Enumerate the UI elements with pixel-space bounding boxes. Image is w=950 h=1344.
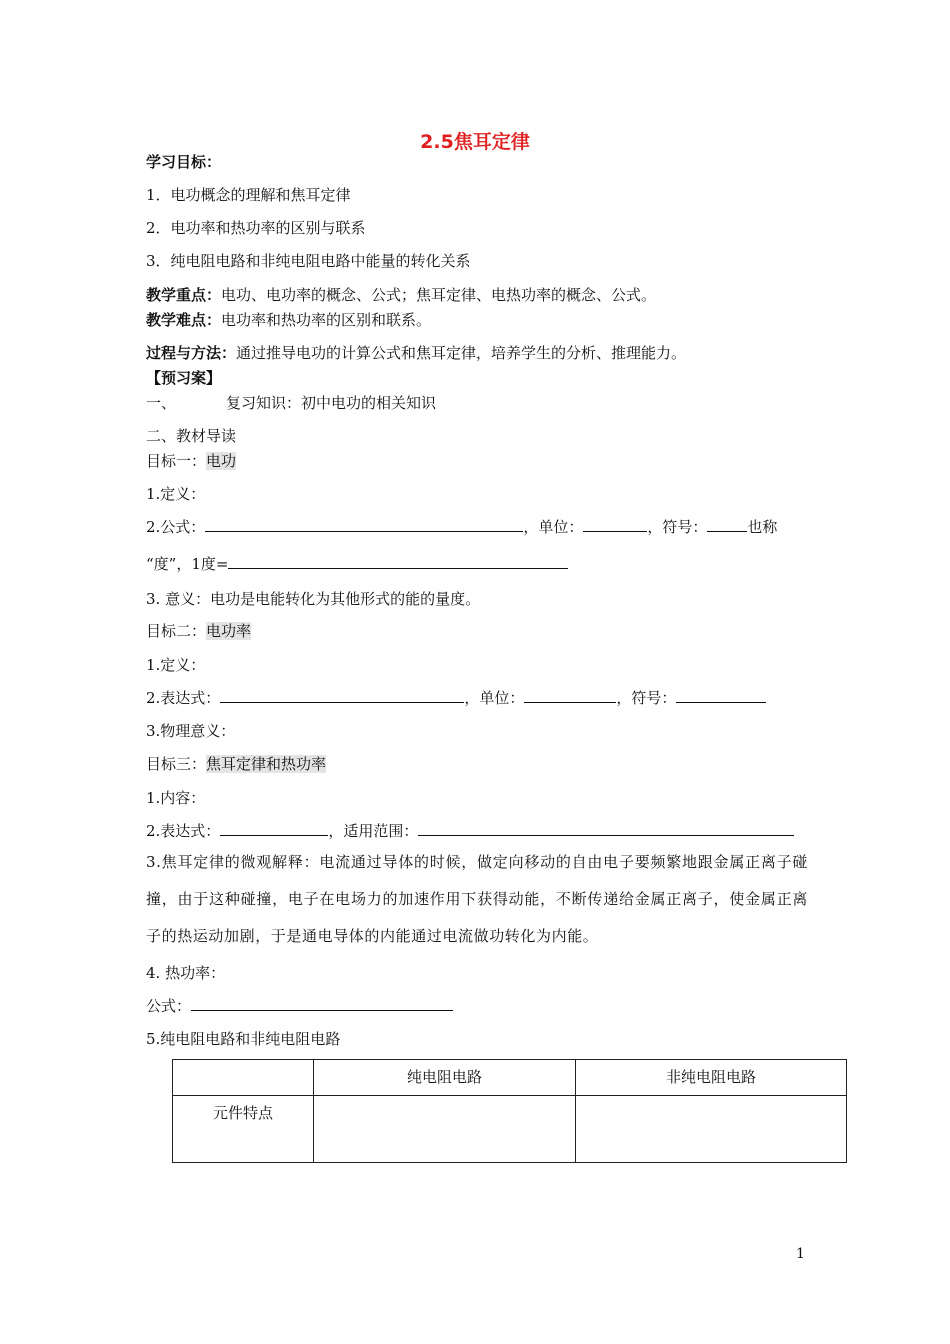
goal3-name: 焦耳定律和热功率: [206, 755, 327, 773]
table-header-cell: [173, 1060, 314, 1096]
goal3-scope-label: ，适用范围：: [328, 822, 419, 840]
goal3-expression-label: 2.表达式：: [146, 822, 221, 840]
goal1-formula-label: 2.公式：: [146, 518, 206, 536]
heat-formula-blank[interactable]: [191, 996, 453, 1011]
goal2-name: 电功率: [206, 622, 252, 640]
goal1-label: 目标一：: [146, 452, 207, 470]
process-label: 过程与方法：: [146, 344, 237, 362]
key-points-text: 电功、电功率的概念、公式；焦耳定律、电热功率的概念、公式。: [221, 286, 657, 304]
process-method: [146, 343, 686, 363]
formula-blank[interactable]: [205, 517, 523, 532]
objective-item: 2．电功率和热功率的区别与联系: [146, 219, 366, 237]
goal1-heading: [146, 451, 236, 471]
micro-explanation: 3.焦耳定律的微观解释：电流通过导体的时候，做定向移动的自由电子要频繁地跟金属正离子碰撞，由于这种碰撞，电子在电场力的加速作用下获得动能，不断传递给金属正离子，使金属正离子的热运动加剧，于是通电导体的内能通过电流做功转化为内能。: [146, 853, 808, 945]
table-cell[interactable]: [576, 1096, 847, 1163]
goal3-expression-line: [146, 821, 794, 841]
review-line: [146, 393, 436, 413]
goal2-expression-label: 2.表达式：: [146, 689, 221, 707]
page-title: 2.5焦耳定律: [420, 131, 530, 153]
process-text: 通过推导电功的计算公式和焦耳定律，培养学生的分析、推理能力。: [236, 344, 687, 362]
guide-heading: 二、教材导读: [146, 427, 237, 445]
goal3-content: 1.内容：: [146, 789, 206, 807]
goal2-label: 目标二：: [146, 622, 207, 640]
objective-item: 3．纯电阻电路和非纯电阻电路中能量的转化关系: [146, 252, 471, 270]
heat-formula-label: 公式：: [146, 997, 192, 1015]
goal2-symbol-label: ，符号：: [616, 689, 677, 707]
goal1-symbol-label: ，符号：: [647, 518, 708, 536]
goal3-label: 目标三：: [146, 755, 207, 773]
goal1-name: 电功: [206, 452, 237, 470]
goal2-heading: [146, 621, 251, 641]
table-header-cell: 非纯电阻电路: [576, 1060, 847, 1096]
expression-blank[interactable]: [220, 688, 464, 703]
goal2-unit-label: ，单位：: [464, 689, 525, 707]
goal2-meaning: 3.物理意义：: [146, 722, 236, 740]
goal2-expression-line: [146, 688, 766, 708]
goal1-meaning: 3. 意义：电功是电能转化为其他形式的能的量度。: [146, 590, 481, 608]
preview-heading: 【预习案】: [146, 369, 222, 387]
difficulties-label: 教学难点：: [146, 311, 222, 329]
objectives-heading: 学习目标：: [146, 153, 222, 171]
review-text: 复习知识：初中电功的相关知识: [226, 394, 437, 412]
goal1-definition: 1.定义：: [146, 485, 206, 503]
heat-formula-line: [146, 996, 453, 1016]
table-cell: 元件特点: [173, 1096, 314, 1163]
review-number: 一、: [146, 394, 177, 412]
unit-blank[interactable]: [524, 688, 616, 703]
table-cell[interactable]: [314, 1096, 576, 1163]
table-row: [173, 1096, 847, 1163]
page-number: 1: [796, 1246, 805, 1262]
goal3-heading: [146, 754, 326, 774]
goal1-formula-line: [146, 517, 777, 537]
key-points-label: 教学重点：: [146, 286, 222, 304]
circuit-comparison-table: [172, 1059, 847, 1163]
goal2-definition: 1.定义：: [146, 656, 206, 674]
difficulties-text: 电功率和热功率的区别和联系。: [221, 311, 432, 329]
symbol-blank[interactable]: [676, 688, 766, 703]
heat-power-heading: 4. 热功率：: [146, 964, 226, 982]
table-header-cell: 纯电阻电路: [314, 1060, 576, 1096]
circuits-heading: 5.纯电阻电路和非纯电阻电路: [146, 1030, 341, 1048]
table-header-row: [173, 1060, 847, 1096]
goal1-also-label: 也称: [747, 518, 778, 536]
expression-blank[interactable]: [220, 821, 328, 836]
scope-blank[interactable]: [418, 821, 794, 836]
unit-blank[interactable]: [583, 517, 647, 532]
objective-item: 1．电功概念的理解和焦耳定律: [146, 186, 351, 204]
key-points: [146, 285, 656, 305]
goal1-degree-line: [146, 554, 568, 574]
goal1-unit-label: ，单位：: [523, 518, 584, 536]
degree-blank[interactable]: [228, 554, 568, 569]
difficulties: [146, 310, 431, 330]
symbol-blank[interactable]: [707, 517, 747, 532]
goal1-degree-label: “度”，1度=: [146, 555, 229, 573]
